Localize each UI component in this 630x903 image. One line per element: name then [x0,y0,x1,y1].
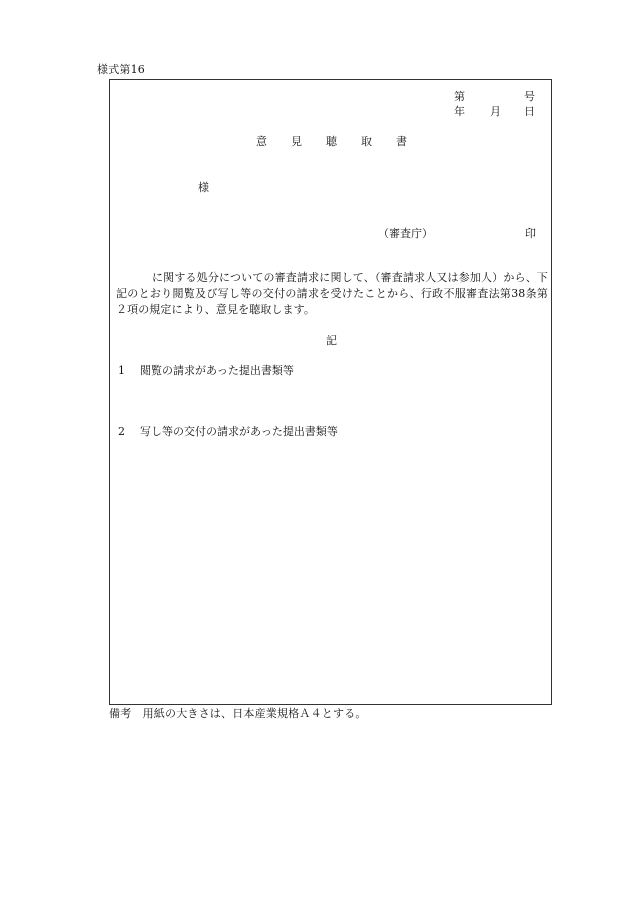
date-day-label: 日 [524,105,535,118]
number-prefix: 第 [454,90,465,103]
list-item-text: 写し等の交付の請求があった提出書類等 [140,425,338,438]
date-year-label: 年 [454,105,465,118]
title-char: 書 [396,135,407,148]
authority-label: （審査庁） [378,227,433,240]
title-char: 聴 [326,135,337,148]
date-month-label: 月 [490,105,501,118]
addressee-suffix: 様 [198,181,209,194]
list-item-number: 2 [118,425,125,438]
number-suffix: 号 [524,90,535,103]
document-frame [109,79,552,705]
body-paragraph: に関する処分についての審査請求に関して、（審査請求人又は参加人）から、下記のとおり閲覧及び写し等の交付の請求を受けたことから、行政不服審査法第38条第２項の規定により、意見を聴取します。 [116,271,548,316]
list-item-text: 閲覧の請求があった提出書類等 [140,364,294,377]
title-char: 見 [291,135,302,148]
footnote: 備考 用紙の大きさは、日本産業規格Ａ４とする。 [109,707,367,720]
seal-mark: 印 [525,227,536,240]
title-char: 意 [256,135,267,148]
list-item [118,425,338,440]
list-item [118,364,294,379]
form-number: 様式第16 [97,63,145,76]
title-char: 取 [361,135,372,148]
document-title [110,135,553,150]
list-item-number: 1 [118,364,125,377]
ki-heading: 記 [326,334,337,347]
